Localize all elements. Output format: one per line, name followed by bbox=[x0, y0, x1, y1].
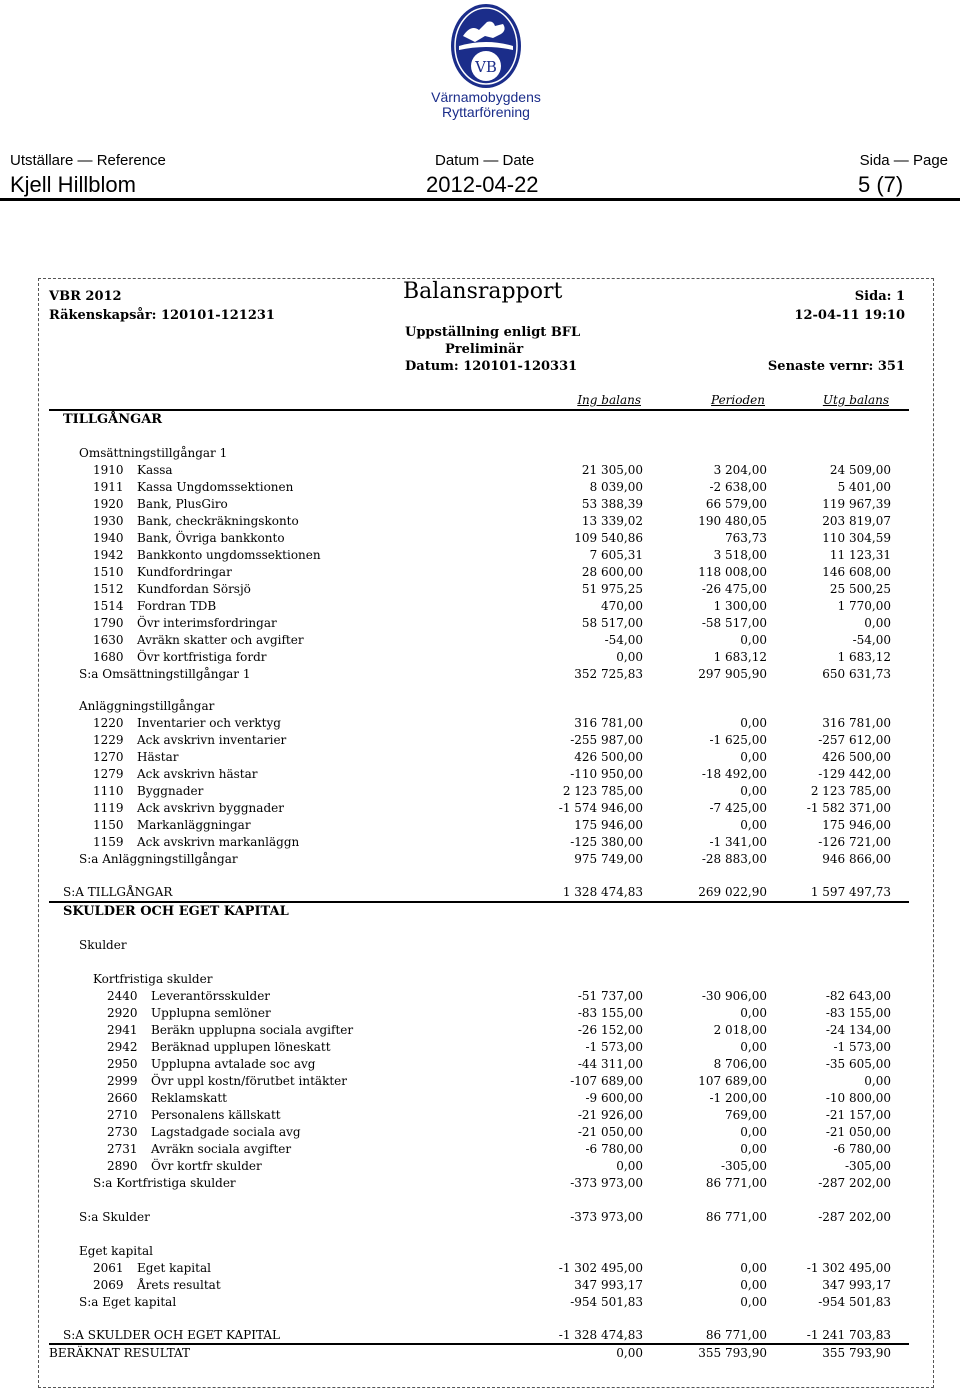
utg-balance-value: 355 793,90 bbox=[822, 1346, 891, 1360]
ing-balance-value: -107 689,00 bbox=[570, 1074, 643, 1088]
account-number: 2061 bbox=[93, 1261, 124, 1275]
utg-balance-value: 1 597 497,73 bbox=[810, 885, 891, 899]
group-heading bbox=[39, 699, 935, 716]
account-name: Övr kortfr skulder bbox=[151, 1159, 262, 1173]
account-number: 1110 bbox=[93, 784, 124, 798]
account-row bbox=[39, 1006, 935, 1023]
account-name: Årets resultat bbox=[137, 1278, 221, 1292]
ing-balance-value: -255 987,00 bbox=[570, 733, 643, 747]
ing-balance-value: -83 155,00 bbox=[577, 1006, 643, 1020]
issuer-label: Utställare — Reference bbox=[10, 152, 166, 169]
account-row bbox=[39, 989, 935, 1006]
utg-balance-value: 146 608,00 bbox=[822, 565, 891, 579]
utg-balance-value: -6 780,00 bbox=[833, 1142, 891, 1156]
account-name: Avräkn sociala avgifter bbox=[151, 1142, 292, 1156]
account-row bbox=[39, 633, 935, 650]
utg-balance-value: 650 631,73 bbox=[822, 667, 891, 681]
account-name: Kundfordringar bbox=[137, 565, 232, 579]
period-value: -30 906,00 bbox=[701, 989, 767, 1003]
account-name: Kassa bbox=[137, 463, 173, 477]
ing-balance-value: 7 605,31 bbox=[589, 548, 643, 562]
svg-text:VB: VB bbox=[475, 58, 497, 76]
account-name: Lagstadgade sociala avg bbox=[151, 1125, 301, 1139]
account-name: Markanläggningar bbox=[137, 818, 251, 832]
account-number: 2730 bbox=[107, 1125, 138, 1139]
group-heading bbox=[39, 938, 935, 955]
account-row bbox=[39, 801, 935, 818]
report-subtitle-2: Preliminär bbox=[445, 342, 524, 357]
date-label: Datum — Date bbox=[435, 152, 535, 169]
account-number: 1220 bbox=[93, 716, 124, 730]
group-label: Omsättningstillgångar 1 bbox=[79, 446, 228, 460]
ing-balance-value: 109 540,86 bbox=[574, 531, 643, 545]
sum-row bbox=[39, 885, 935, 902]
account-name: Hästar bbox=[137, 750, 179, 764]
group-heading bbox=[39, 446, 935, 463]
account-row bbox=[39, 531, 935, 548]
period-value: 3 518,00 bbox=[713, 548, 767, 562]
account-row bbox=[39, 497, 935, 514]
period-value: 1 300,00 bbox=[713, 599, 767, 613]
account-row bbox=[39, 767, 935, 784]
account-name: Leverantörsskulder bbox=[151, 989, 271, 1003]
account-row bbox=[39, 1278, 935, 1295]
period-value: -7 425,00 bbox=[709, 801, 767, 815]
account-number: 1119 bbox=[93, 801, 124, 815]
section-heading bbox=[39, 904, 935, 921]
account-row bbox=[39, 582, 935, 599]
account-number: 2731 bbox=[107, 1142, 138, 1156]
sum-label: S:A SKULDER OCH EGET KAPITAL bbox=[63, 1328, 280, 1342]
account-row bbox=[39, 480, 935, 497]
report-title: Balansrapport bbox=[403, 279, 563, 304]
account-number: 1512 bbox=[93, 582, 124, 596]
ing-balance-value: 347 993,17 bbox=[574, 1278, 643, 1292]
period-value: 2 018,00 bbox=[713, 1023, 767, 1037]
account-number: 1680 bbox=[93, 650, 124, 664]
utg-balance-value: 0,00 bbox=[864, 1074, 891, 1088]
ing-balance-value: -1 302 495,00 bbox=[558, 1261, 643, 1275]
account-number: 1159 bbox=[93, 835, 124, 849]
account-name: Ack avskrivn byggnader bbox=[137, 801, 284, 815]
period-value: 769,00 bbox=[725, 1108, 767, 1122]
account-number: 2950 bbox=[107, 1057, 138, 1071]
utg-balance-value: -83 155,00 bbox=[825, 1006, 891, 1020]
period-value: 86 771,00 bbox=[705, 1176, 767, 1190]
sum-row bbox=[39, 1210, 935, 1227]
account-name: Ack avskrivn inventarier bbox=[137, 733, 287, 747]
utg-balance-value: -954 501,83 bbox=[818, 1295, 891, 1309]
issuer-value: Kjell Hillblom bbox=[10, 172, 136, 197]
utg-balance-value: -35 605,00 bbox=[825, 1057, 891, 1071]
account-name: Reklamskatt bbox=[151, 1091, 228, 1105]
account-row bbox=[39, 1108, 935, 1125]
ing-balance-value: 28 600,00 bbox=[581, 565, 643, 579]
account-number: 2069 bbox=[93, 1278, 124, 1292]
period-value: -58 517,00 bbox=[701, 616, 767, 630]
ing-balance-value: 53 388,39 bbox=[581, 497, 643, 511]
ing-balance-value: -373 973,00 bbox=[570, 1210, 643, 1224]
account-row bbox=[39, 1142, 935, 1159]
ing-balance-value: 1 328 474,83 bbox=[562, 885, 643, 899]
account-row bbox=[39, 463, 935, 480]
account-name: Inventarier och verktyg bbox=[137, 716, 281, 730]
report-subtitle-3: Datum: 120101-120331 bbox=[405, 359, 578, 374]
account-number: 2660 bbox=[107, 1091, 138, 1105]
ing-balance-value: -373 973,00 bbox=[570, 1176, 643, 1190]
ing-balance-value: 352 725,83 bbox=[574, 667, 643, 681]
section-rule-assets bbox=[49, 409, 909, 411]
account-name: Personalens källskatt bbox=[151, 1108, 281, 1122]
account-number: 1270 bbox=[93, 750, 124, 764]
period-value: 0,00 bbox=[740, 633, 767, 647]
account-name: Upplupna semlöner bbox=[151, 1006, 271, 1020]
period-value: 8 706,00 bbox=[713, 1057, 767, 1071]
utg-balance-value: 110 304,59 bbox=[822, 531, 891, 545]
account-name: Övr uppl kostn/förutbet intäkter bbox=[151, 1074, 348, 1088]
account-name: Eget kapital bbox=[137, 1261, 211, 1275]
sum-label: BERÄKNAT RESULTAT bbox=[49, 1346, 191, 1360]
account-number: 2999 bbox=[107, 1074, 138, 1088]
ing-balance-value: 8 039,00 bbox=[589, 480, 643, 494]
account-number: 1942 bbox=[93, 548, 124, 562]
account-name: Upplupna avtalade soc avg bbox=[151, 1057, 316, 1071]
period-value: 0,00 bbox=[740, 1295, 767, 1309]
period-value: 0,00 bbox=[740, 1125, 767, 1139]
utg-balance-value: 175 946,00 bbox=[822, 818, 891, 832]
ing-balance-value: -954 501,83 bbox=[570, 1295, 643, 1309]
account-row bbox=[39, 1023, 935, 1040]
sum-row bbox=[39, 1328, 935, 1345]
utg-balance-value: -1 302 495,00 bbox=[806, 1261, 891, 1275]
account-row bbox=[39, 1159, 935, 1176]
account-name: Bank, checkräkningskonto bbox=[137, 514, 299, 528]
utg-balance-value: -126 721,00 bbox=[818, 835, 891, 849]
utg-balance-value: -82 643,00 bbox=[825, 989, 891, 1003]
account-row bbox=[39, 733, 935, 750]
club-emblem-icon bbox=[449, 2, 523, 90]
account-row bbox=[39, 750, 935, 767]
group-label: Eget kapital bbox=[79, 1244, 153, 1258]
period-value: 0,00 bbox=[740, 818, 767, 832]
utg-balance-value: 347 993,17 bbox=[822, 1278, 891, 1292]
group-label: Skulder bbox=[79, 938, 127, 952]
account-number: 2942 bbox=[107, 1040, 138, 1054]
utg-balance-value: 1 770,00 bbox=[837, 599, 891, 613]
period-value: 269 022,90 bbox=[698, 885, 767, 899]
sum-label: S:a Eget kapital bbox=[79, 1295, 177, 1309]
account-number: 1150 bbox=[93, 818, 124, 832]
utg-balance-value: -10 800,00 bbox=[825, 1091, 891, 1105]
period-value: 190 480,05 bbox=[698, 514, 767, 528]
ing-balance-value: 426 500,00 bbox=[574, 750, 643, 764]
account-number: 2440 bbox=[107, 989, 138, 1003]
period-value: 0,00 bbox=[740, 1142, 767, 1156]
account-number: 1940 bbox=[93, 531, 124, 545]
account-number: 1279 bbox=[93, 767, 124, 781]
period-value: 0,00 bbox=[740, 1261, 767, 1275]
sum-row bbox=[39, 1176, 935, 1193]
period-value: 0,00 bbox=[740, 1040, 767, 1054]
utg-balance-value: -287 202,00 bbox=[818, 1210, 891, 1224]
account-name: Ack avskrivn hästar bbox=[137, 767, 258, 781]
account-row bbox=[39, 835, 935, 852]
account-row bbox=[39, 1074, 935, 1091]
utg-balance-value: 11 123,31 bbox=[829, 548, 891, 562]
report-printed: 12-04-11 19:10 bbox=[794, 308, 905, 323]
period-value: 66 579,00 bbox=[705, 497, 767, 511]
ing-balance-value: -1 328 474,83 bbox=[558, 1328, 643, 1342]
ing-balance-value: -110 950,00 bbox=[570, 767, 643, 781]
group-label: Anläggningstillgångar bbox=[79, 699, 215, 713]
ing-balance-value: -51 737,00 bbox=[577, 989, 643, 1003]
utg-balance-value: 25 500,25 bbox=[829, 582, 891, 596]
page-value: 5 (7) bbox=[858, 172, 904, 197]
account-row bbox=[39, 1091, 935, 1108]
account-number: 2941 bbox=[107, 1023, 138, 1037]
account-name: Beräknad upplupen löneskatt bbox=[151, 1040, 331, 1054]
header-rule bbox=[0, 198, 960, 201]
club-logo bbox=[426, 2, 546, 126]
account-number: 1510 bbox=[93, 565, 124, 579]
period-value: -1 341,00 bbox=[709, 835, 767, 849]
account-row bbox=[39, 1261, 935, 1278]
account-row bbox=[39, 548, 935, 565]
account-number: 1630 bbox=[93, 633, 124, 647]
date-value: 2012-04-22 bbox=[426, 172, 539, 197]
account-name: Byggnader bbox=[137, 784, 204, 798]
account-number: 1910 bbox=[93, 463, 124, 477]
period-value: -2 638,00 bbox=[709, 480, 767, 494]
report-last-voucher: Senaste vernr: 351 bbox=[767, 359, 905, 374]
section-heading bbox=[39, 412, 935, 429]
account-number: 2710 bbox=[107, 1108, 138, 1122]
ing-balance-value: -26 152,00 bbox=[577, 1023, 643, 1037]
utg-balance-value: 24 509,00 bbox=[829, 463, 891, 477]
sum-label: S:a Skulder bbox=[79, 1210, 150, 1224]
ing-balance-value: 0,00 bbox=[616, 1159, 643, 1173]
sum-label: S:a Kortfristiga skulder bbox=[93, 1176, 236, 1190]
account-number: 2920 bbox=[107, 1006, 138, 1020]
period-value: -305,00 bbox=[720, 1159, 767, 1173]
utg-balance-value: -54,00 bbox=[852, 633, 891, 647]
col-header-period: Perioden bbox=[711, 393, 765, 407]
account-row bbox=[39, 514, 935, 531]
account-number: 1920 bbox=[93, 497, 124, 511]
col-header-ing: Ing balans bbox=[577, 393, 641, 407]
group-heading bbox=[39, 972, 935, 989]
ing-balance-value: 58 517,00 bbox=[581, 616, 643, 630]
logo-line-1: Värnamobygdens bbox=[431, 89, 541, 105]
account-row bbox=[39, 650, 935, 667]
period-value: 0,00 bbox=[740, 784, 767, 798]
ing-balance-value: 51 975,25 bbox=[581, 582, 643, 596]
report-page: Sida: 1 bbox=[854, 289, 905, 304]
col-header-utg: Utg balans bbox=[822, 393, 889, 407]
ing-balance-value: -44 311,00 bbox=[577, 1057, 643, 1071]
sum-label: S:A TILLGÅNGAR bbox=[63, 885, 173, 899]
ing-balance-value: -125 380,00 bbox=[570, 835, 643, 849]
account-row bbox=[39, 565, 935, 582]
account-row bbox=[39, 616, 935, 633]
period-value: 0,00 bbox=[740, 716, 767, 730]
section-label: SKULDER OCH EGET KAPITAL bbox=[63, 904, 289, 919]
utg-balance-value: 203 819,07 bbox=[822, 514, 891, 528]
account-name: Övr kortfristiga fordr bbox=[137, 650, 267, 664]
period-value: 118 008,00 bbox=[698, 565, 767, 579]
ing-balance-value: 21 305,00 bbox=[581, 463, 643, 477]
account-row bbox=[39, 784, 935, 801]
report-fiscal-year: Räkenskapsår: 120101-121231 bbox=[49, 308, 275, 323]
utg-balance-value: -24 134,00 bbox=[825, 1023, 891, 1037]
balance-report-sheet bbox=[38, 278, 934, 1388]
ing-balance-value: 470,00 bbox=[601, 599, 643, 613]
utg-balance-value: -129 442,00 bbox=[818, 767, 891, 781]
ing-balance-value: -9 600,00 bbox=[585, 1091, 643, 1105]
account-row bbox=[39, 1040, 935, 1057]
account-name: Bank, PlusGiro bbox=[137, 497, 228, 511]
period-value: 86 771,00 bbox=[705, 1328, 767, 1342]
utg-balance-value: -305,00 bbox=[844, 1159, 891, 1173]
ing-balance-value: -1 573,00 bbox=[585, 1040, 643, 1054]
period-value: 355 793,90 bbox=[698, 1346, 767, 1360]
account-row bbox=[39, 818, 935, 835]
account-name: Kassa Ungdomssektionen bbox=[137, 480, 294, 494]
account-number: 1930 bbox=[93, 514, 124, 528]
period-value: -26 475,00 bbox=[701, 582, 767, 596]
account-name: Bankkonto ungdomssektionen bbox=[137, 548, 321, 562]
period-value: 297 905,90 bbox=[698, 667, 767, 681]
account-row bbox=[39, 599, 935, 616]
utg-balance-value: 946 866,00 bbox=[822, 852, 891, 866]
group-label: Kortfristiga skulder bbox=[93, 972, 213, 986]
period-value: 0,00 bbox=[740, 750, 767, 764]
ing-balance-value: -1 574 946,00 bbox=[558, 801, 643, 815]
utg-balance-value: 426 500,00 bbox=[822, 750, 891, 764]
sum-label: S:a Anläggningstillgångar bbox=[79, 852, 238, 866]
account-name: Kundfordan Sörsjö bbox=[137, 582, 251, 596]
utg-balance-value: 0,00 bbox=[864, 616, 891, 630]
sum-row bbox=[39, 1346, 935, 1363]
ing-balance-value: -21 926,00 bbox=[577, 1108, 643, 1122]
utg-balance-value: 1 683,12 bbox=[837, 650, 891, 664]
period-value: -1 200,00 bbox=[709, 1091, 767, 1105]
account-name: Avräkn skatter och avgifter bbox=[137, 633, 304, 647]
account-row bbox=[39, 1057, 935, 1074]
sum-row bbox=[39, 1295, 935, 1312]
period-value: -28 883,00 bbox=[701, 852, 767, 866]
report-subtitle-1: Uppställning enligt BFL bbox=[405, 325, 581, 340]
ing-balance-value: 0,00 bbox=[616, 650, 643, 664]
ing-balance-value: 975 749,00 bbox=[574, 852, 643, 866]
account-number: 1790 bbox=[93, 616, 124, 630]
account-number: 1911 bbox=[93, 480, 124, 494]
account-row bbox=[39, 716, 935, 733]
group-heading bbox=[39, 1244, 935, 1261]
ing-balance-value: -54,00 bbox=[604, 633, 643, 647]
utg-balance-value: -287 202,00 bbox=[818, 1176, 891, 1190]
utg-balance-value: -21 157,00 bbox=[825, 1108, 891, 1122]
utg-balance-value: -1 241 703,83 bbox=[806, 1328, 891, 1342]
period-value: 1 683,12 bbox=[713, 650, 767, 664]
ing-balance-value: 2 123 785,00 bbox=[562, 784, 643, 798]
period-value: 763,73 bbox=[725, 531, 767, 545]
sum-row bbox=[39, 667, 935, 684]
sum-label: S:a Omsättningstillgångar 1 bbox=[79, 667, 251, 681]
sum-row bbox=[39, 852, 935, 869]
period-value: 0,00 bbox=[740, 1006, 767, 1020]
utg-balance-value: -1 573,00 bbox=[833, 1040, 891, 1054]
period-value: -18 492,00 bbox=[701, 767, 767, 781]
account-name: Beräkn upplupna sociala avgifter bbox=[151, 1023, 354, 1037]
ing-balance-value: 316 781,00 bbox=[574, 716, 643, 730]
utg-balance-value: 316 781,00 bbox=[822, 716, 891, 730]
ing-balance-value: 175 946,00 bbox=[574, 818, 643, 832]
period-value: 107 689,00 bbox=[698, 1074, 767, 1088]
account-number: 1229 bbox=[93, 733, 124, 747]
period-value: 0,00 bbox=[740, 1278, 767, 1292]
logo-line-2: Ryttarförening bbox=[442, 104, 530, 120]
account-name: Bank, Övriga bankkonto bbox=[137, 531, 285, 545]
ing-balance-value: 13 339,02 bbox=[581, 514, 643, 528]
ing-balance-value: -21 050,00 bbox=[577, 1125, 643, 1139]
ing-balance-value: 0,00 bbox=[616, 1346, 643, 1360]
period-value: -1 625,00 bbox=[709, 733, 767, 747]
page-label: Sida — Page bbox=[859, 152, 948, 169]
account-row bbox=[39, 1125, 935, 1142]
utg-balance-value: 2 123 785,00 bbox=[810, 784, 891, 798]
section-label: TILLGÅNGAR bbox=[63, 412, 163, 427]
ing-balance-value: -6 780,00 bbox=[585, 1142, 643, 1156]
utg-balance-value: -257 612,00 bbox=[818, 733, 891, 747]
report-company: VBR 2012 bbox=[49, 289, 122, 304]
account-name: Ack avskrivn markanläggn bbox=[137, 835, 300, 849]
account-number: 1514 bbox=[93, 599, 124, 613]
utg-balance-value: 119 967,39 bbox=[822, 497, 891, 511]
account-name: Övr interimsfordringar bbox=[137, 616, 277, 630]
utg-balance-value: -1 582 371,00 bbox=[806, 801, 891, 815]
account-number: 2890 bbox=[107, 1159, 138, 1173]
account-name: Fordran TDB bbox=[137, 599, 217, 613]
utg-balance-value: -21 050,00 bbox=[825, 1125, 891, 1139]
period-value: 86 771,00 bbox=[705, 1210, 767, 1224]
utg-balance-value: 5 401,00 bbox=[837, 480, 891, 494]
period-value: 3 204,00 bbox=[713, 463, 767, 477]
